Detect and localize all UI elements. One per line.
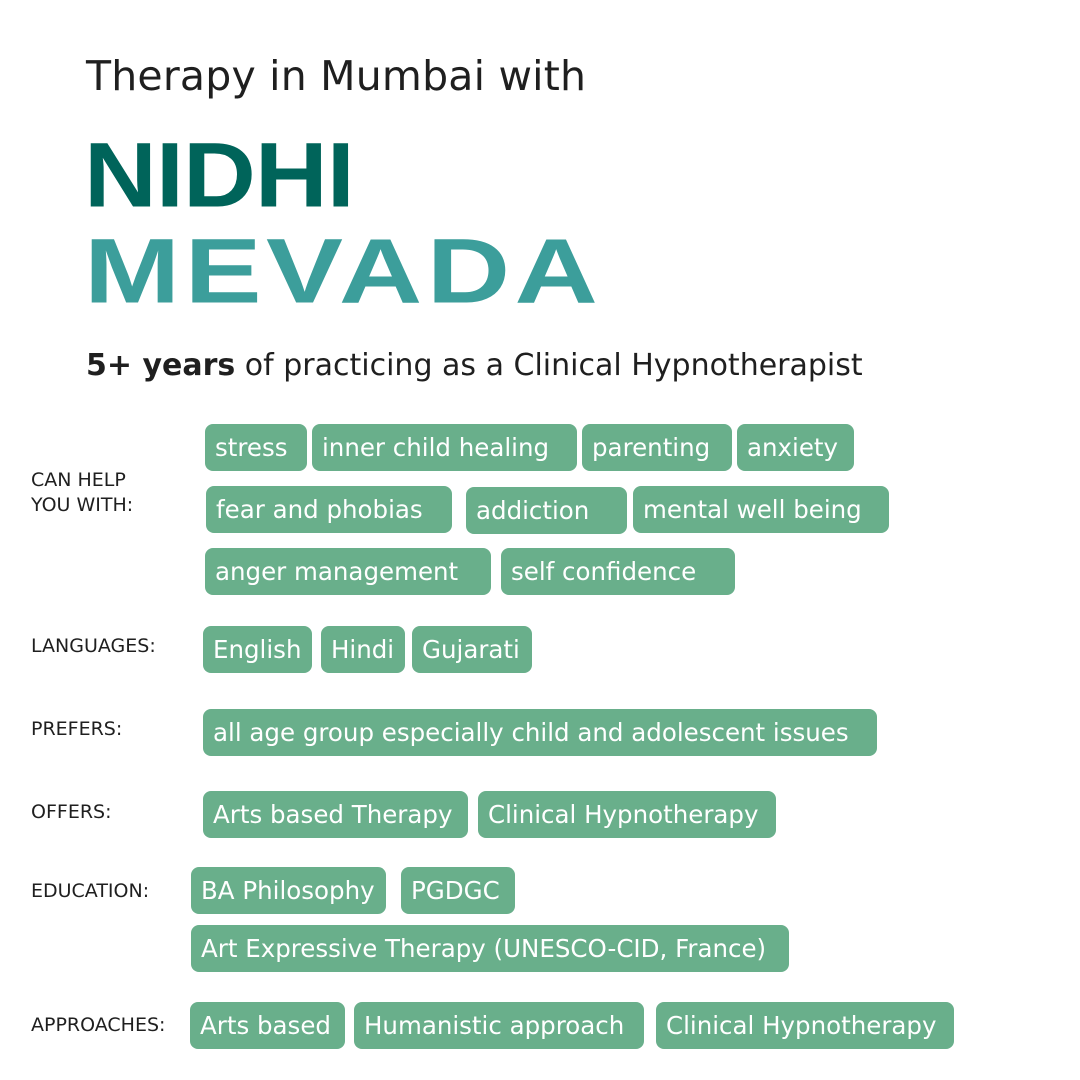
experience-years: 5+ years xyxy=(86,348,236,383)
prefers-tag: all age group especially child and adolescent issues xyxy=(203,709,877,756)
page-intro: Therapy in Mumbai with xyxy=(86,52,587,100)
education-label: EDUCATION: xyxy=(31,880,150,902)
help-tag: mental well being xyxy=(633,486,889,533)
help-tag: fear and phobias xyxy=(206,486,452,533)
prefers-label: PREFERS: xyxy=(31,718,123,740)
therapist-first-name: NIDHI xyxy=(84,124,354,227)
help-label-line1: CAN HELP xyxy=(31,469,126,491)
offers-tag: Arts based Therapy xyxy=(203,791,468,838)
offers-label: OFFERS: xyxy=(31,801,112,823)
education-tag: BA Philosophy xyxy=(191,867,386,914)
language-tag: English xyxy=(203,626,312,673)
help-tag: anger management xyxy=(205,548,491,595)
approaches-label: APPROACHES: xyxy=(31,1014,166,1036)
experience-description: of practicing as a Clinical Hypnotherapist xyxy=(235,348,863,383)
help-tag: addiction xyxy=(466,487,627,534)
language-tag: Gujarati xyxy=(412,626,532,673)
languages-label: LANGUAGES: xyxy=(31,635,156,657)
language-tag: Hindi xyxy=(321,626,405,673)
help-tag: parenting xyxy=(582,424,732,471)
help-tag: stress xyxy=(205,424,307,471)
education-tag: Art Expressive Therapy (UNESCO-CID, France) xyxy=(191,925,789,972)
help-tag: self confidence xyxy=(501,548,735,595)
help-tag: inner child healing xyxy=(312,424,577,471)
help-label-line2: YOU WITH: xyxy=(31,494,134,516)
help-label xyxy=(31,468,191,518)
help-tag: anxiety xyxy=(737,424,854,471)
approaches-tag: Arts based xyxy=(190,1002,345,1049)
education-tag: PGDGC xyxy=(401,867,515,914)
approaches-tag: Clinical Hypnotherapy xyxy=(656,1002,954,1049)
therapist-last-name: MEVADA xyxy=(84,220,603,323)
approaches-tag: Humanistic approach xyxy=(354,1002,644,1049)
offers-tag: Clinical Hypnotherapy xyxy=(478,791,776,838)
experience-tagline xyxy=(86,348,863,383)
